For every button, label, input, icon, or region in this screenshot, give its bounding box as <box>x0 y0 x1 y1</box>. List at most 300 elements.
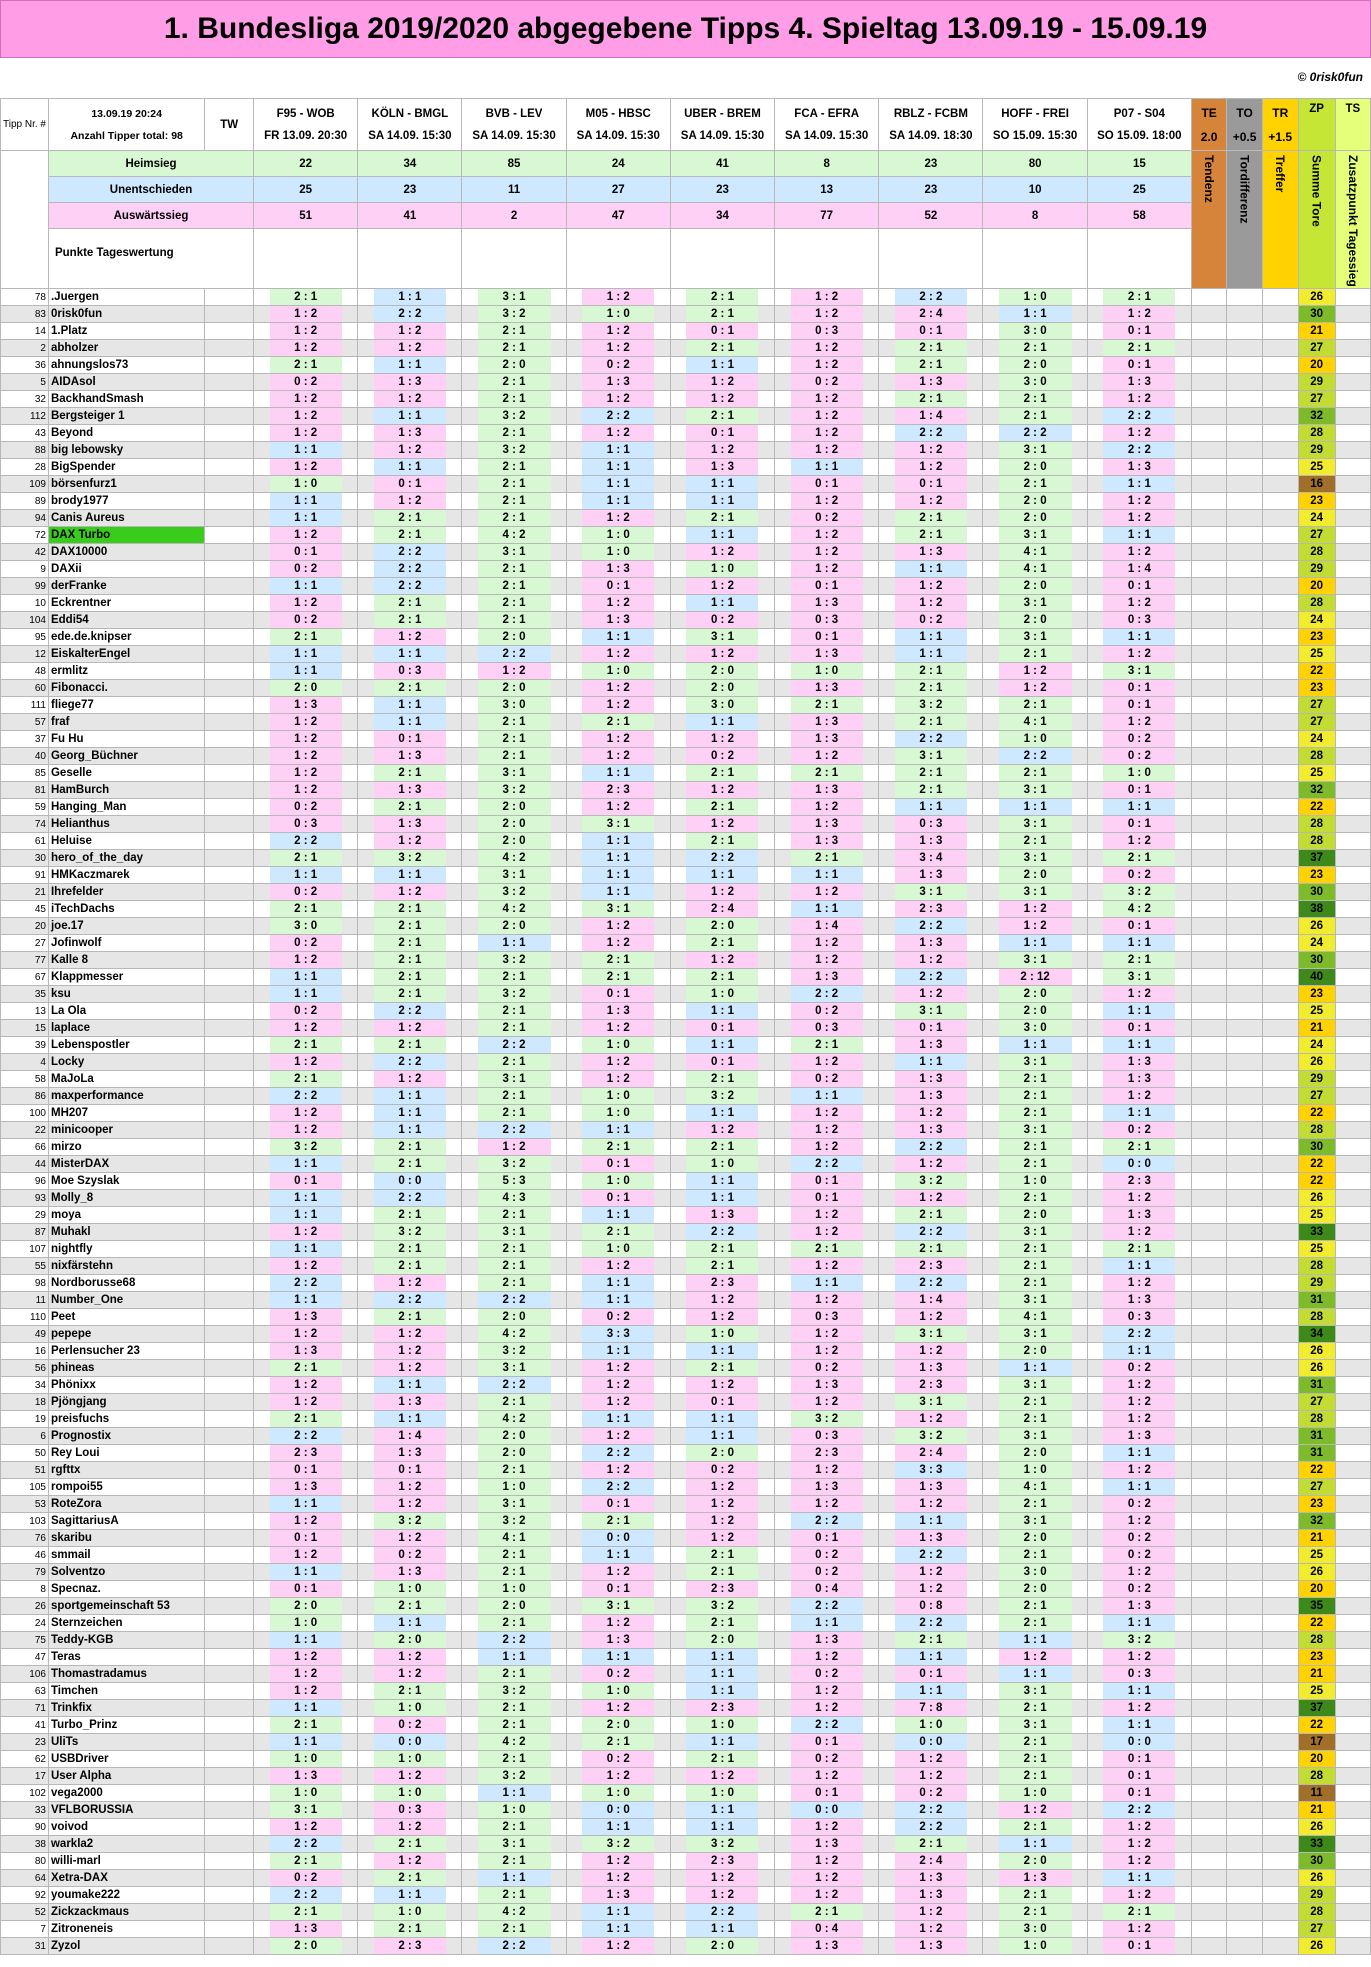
tipp-cell: 2 : 0 <box>254 1938 358 1955</box>
zp-cell: 27 <box>1298 697 1335 714</box>
table-row <box>1 884 1371 901</box>
tipp-cell: 1 : 2 <box>775 1207 879 1224</box>
tipp-cell: 2 : 1 <box>670 1547 774 1564</box>
summary-value: 27 <box>566 177 670 203</box>
tipper-name: Trinkfix <box>48 1700 204 1717</box>
tipp-nr: 10 <box>1 595 49 612</box>
to-cell <box>1227 629 1263 646</box>
tipp-cell: 1 : 2 <box>879 1343 983 1360</box>
ts-cell <box>1335 748 1370 765</box>
tipp-cell: 2 : 2 <box>879 969 983 986</box>
tipp-cell: 1 : 2 <box>1087 425 1191 442</box>
tipp-cell: 3 : 1 <box>983 1717 1087 1734</box>
tw-cell <box>205 1751 254 1768</box>
tipper-name: 1.Platz <box>48 323 204 340</box>
tipp-cell: 1 : 2 <box>566 1700 670 1717</box>
tipp-cell: 1 : 1 <box>879 799 983 816</box>
tipp-cell: 2 : 1 <box>358 1037 462 1054</box>
tipp-cell: 3 : 2 <box>670 1088 774 1105</box>
tipp-cell: 3 : 1 <box>879 1003 983 1020</box>
tipp-cell: 2 : 1 <box>462 1564 566 1581</box>
tipp-cell: 1 : 0 <box>358 1581 462 1598</box>
tipp-cell: 0 : 2 <box>254 799 358 816</box>
tipp-cell: 1 : 2 <box>1087 1275 1191 1292</box>
tr-cell <box>1262 782 1298 799</box>
tipp-cell: 0 : 2 <box>1087 1122 1191 1139</box>
tipp-nr: 109 <box>1 476 49 493</box>
tipp-cell: 2 : 1 <box>983 697 1087 714</box>
to-vertical-label <box>1227 151 1263 289</box>
tipp-cell: 4 : 2 <box>462 527 566 544</box>
tipp-cell: 2 : 2 <box>879 425 983 442</box>
tipp-cell: 2 : 1 <box>462 1020 566 1037</box>
tipp-cell: 3 : 1 <box>566 1598 670 1615</box>
tipper-name: HamBurch <box>48 782 204 799</box>
tipp-cell: 0 : 0 <box>775 1802 879 1819</box>
tipp-nr: 12 <box>1 646 49 663</box>
tipp-cell: 1 : 2 <box>358 1819 462 1836</box>
zp-cell: 28 <box>1298 1411 1335 1428</box>
tipp-cell: 1 : 2 <box>358 1326 462 1343</box>
tipper-name: Ihrefelder <box>48 884 204 901</box>
tipp-cell: 2 : 1 <box>670 1071 774 1088</box>
tipp-cell: 1 : 1 <box>879 1649 983 1666</box>
summary-value: 15 <box>1087 151 1191 177</box>
to-cell <box>1227 1802 1263 1819</box>
tipp-cell: 0 : 2 <box>775 1360 879 1377</box>
zp-cell: 21 <box>1298 323 1335 340</box>
table-row <box>1 663 1371 680</box>
table-row <box>1 323 1371 340</box>
table-row <box>1 680 1371 697</box>
tr-cell <box>1262 1377 1298 1394</box>
tipp-nr: 64 <box>1 1870 49 1887</box>
tw-header: TW <box>205 99 254 151</box>
tipp-cell: 1 : 1 <box>358 1105 462 1122</box>
tipp-cell: 1 : 1 <box>566 1343 670 1360</box>
tipp-cell: 2 : 1 <box>358 1258 462 1275</box>
te-cell <box>1191 1785 1226 1802</box>
table-row <box>1 1802 1371 1819</box>
tipp-cell: 2 : 1 <box>670 1360 774 1377</box>
tipp-cell: 2 : 2 <box>670 1904 774 1921</box>
to-cell <box>1227 901 1263 918</box>
tipp-cell: 1 : 2 <box>670 731 774 748</box>
tipp-cell: 1 : 1 <box>1087 1615 1191 1632</box>
to-cell <box>1227 952 1263 969</box>
to-cell <box>1227 1139 1263 1156</box>
tw-cell <box>205 1275 254 1292</box>
tipp-cell: 2 : 2 <box>1087 442 1191 459</box>
tw-cell <box>205 884 254 901</box>
tipp-cell: 3 : 1 <box>879 1394 983 1411</box>
tipp-cell: 4 : 2 <box>462 901 566 918</box>
tr-cell <box>1262 459 1298 476</box>
tipp-cell: 1 : 2 <box>775 357 879 374</box>
to-cell <box>1227 595 1263 612</box>
table-row <box>1 1360 1371 1377</box>
tipp-cell: 1 : 2 <box>879 1190 983 1207</box>
tipp-cell: 0 : 1 <box>775 1530 879 1547</box>
tipp-cell: 2 : 0 <box>254 680 358 697</box>
to-cell <box>1227 1088 1263 1105</box>
tipper-name: Georg_Büchner <box>48 748 204 765</box>
tipp-cell: 2 : 1 <box>254 1853 358 1870</box>
tipp-cell: 2 : 0 <box>462 629 566 646</box>
tw-cell <box>205 765 254 782</box>
tipp-cell: 1 : 4 <box>879 1292 983 1309</box>
ts-cell <box>1335 1632 1370 1649</box>
te-cell <box>1191 969 1226 986</box>
tipp-cell: 2 : 1 <box>462 1853 566 1870</box>
to-cell <box>1227 1751 1263 1768</box>
tipp-cell: 1 : 1 <box>254 442 358 459</box>
tipp-cell: 2 : 1 <box>983 476 1087 493</box>
tipp-nr: 48 <box>1 663 49 680</box>
te-cell <box>1191 1105 1226 1122</box>
tipp-cell: 1 : 1 <box>254 663 358 680</box>
te-cell <box>1191 867 1226 884</box>
table-row <box>1 867 1371 884</box>
tipp-cell: 1 : 2 <box>566 1870 670 1887</box>
tipp-nr: 103 <box>1 1513 49 1530</box>
tipp-cell: 0 : 2 <box>1087 748 1191 765</box>
tw-cell <box>205 1343 254 1360</box>
tipp-cell: 1 : 2 <box>254 714 358 731</box>
tipp-cell: 3 : 1 <box>983 1683 1087 1700</box>
te-cell <box>1191 765 1226 782</box>
tipp-cell: 1 : 2 <box>879 986 983 1003</box>
tipp-cell: 1 : 1 <box>358 357 462 374</box>
tipp-cell: 4 : 2 <box>462 1734 566 1751</box>
tipp-cell: 1 : 1 <box>670 1649 774 1666</box>
ts-cell <box>1335 1122 1370 1139</box>
ts-cell <box>1335 1258 1370 1275</box>
zp-cell: 29 <box>1298 1071 1335 1088</box>
tipper-name: Zickzackmaus <box>48 1904 204 1921</box>
tipp-cell: 2 : 0 <box>983 1445 1087 1462</box>
tipp-cell: 0 : 2 <box>1087 1360 1191 1377</box>
tipp-cell: 1 : 3 <box>1087 374 1191 391</box>
tipp-cell: 3 : 1 <box>983 850 1087 867</box>
tipp-cell: 1 : 2 <box>358 1479 462 1496</box>
tr-cell <box>1262 1785 1298 1802</box>
ts-cell <box>1335 1547 1370 1564</box>
tr-cell <box>1262 918 1298 935</box>
tipp-cell: 0 : 0 <box>566 1802 670 1819</box>
tipp-cell: 1 : 1 <box>358 646 462 663</box>
tipper-name: UliTs <box>48 1734 204 1751</box>
tipp-nr: 51 <box>1 1462 49 1479</box>
table-row <box>1 799 1371 816</box>
tipp-cell: 1 : 3 <box>879 1479 983 1496</box>
tipp-nr: 33 <box>1 1802 49 1819</box>
tipp-nr: 44 <box>1 1156 49 1173</box>
tipp-nr: 83 <box>1 306 49 323</box>
tipp-cell: 3 : 2 <box>879 1428 983 1445</box>
tipp-cell: 2 : 1 <box>462 425 566 442</box>
te-cell <box>1191 1258 1226 1275</box>
tipp-cell: 2 : 1 <box>462 578 566 595</box>
zp-cell: 24 <box>1298 731 1335 748</box>
tipp-cell: 2 : 1 <box>775 1241 879 1258</box>
te-cell <box>1191 1037 1226 1054</box>
te-cell <box>1191 884 1226 901</box>
tipp-cell: 1 : 2 <box>775 1462 879 1479</box>
to-cell <box>1227 476 1263 493</box>
tipper-name: brody1977 <box>48 493 204 510</box>
points-label: Punkte Tageswertung <box>48 229 253 289</box>
zp-cell: 38 <box>1298 901 1335 918</box>
to-cell <box>1227 357 1263 374</box>
tipp-cell: 2 : 2 <box>775 1717 879 1734</box>
tipp-cell: 1 : 2 <box>358 1071 462 1088</box>
tipp-cell: 1 : 2 <box>1087 1853 1191 1870</box>
tipp-cell: 0 : 2 <box>1087 867 1191 884</box>
tipp-cell: 1 : 1 <box>1087 935 1191 952</box>
tipper-name: HMKaczmarek <box>48 867 204 884</box>
tw-cell <box>205 1020 254 1037</box>
tipp-cell: 1 : 2 <box>566 1853 670 1870</box>
te-cell <box>1191 1173 1226 1190</box>
tipp-cell: 1 : 2 <box>254 1122 358 1139</box>
tipp-cell: 2 : 2 <box>254 1088 358 1105</box>
tipp-cell: 0 : 0 <box>566 1530 670 1547</box>
ts-cell <box>1335 476 1370 493</box>
tipp-nr: 17 <box>1 1768 49 1785</box>
te-cell <box>1191 1734 1226 1751</box>
tipp-cell: 1 : 2 <box>775 1496 879 1513</box>
table-row <box>1 289 1371 306</box>
tipp-cell: 1 : 1 <box>566 867 670 884</box>
tipp-cell: 2 : 1 <box>670 799 774 816</box>
tipp-cell: 2 : 1 <box>775 1904 879 1921</box>
te-vertical-label <box>1191 151 1226 289</box>
tipp-nr: 100 <box>1 1105 49 1122</box>
tipp-cell: 3 : 2 <box>566 1836 670 1853</box>
tipper-name: .Juergen <box>48 289 204 306</box>
tipper-name: ksu <box>48 986 204 1003</box>
tw-cell <box>205 1088 254 1105</box>
tipper-name: mirzo <box>48 1139 204 1156</box>
te-cell <box>1191 1020 1226 1037</box>
tipp-cell: 2 : 1 <box>462 1207 566 1224</box>
to-cell <box>1227 1360 1263 1377</box>
tw-cell <box>205 850 254 867</box>
tipp-cell: 1 : 2 <box>254 1513 358 1530</box>
tw-cell <box>205 1462 254 1479</box>
tw-cell <box>205 561 254 578</box>
tipp-cell: 2 : 2 <box>254 1836 358 1853</box>
tipp-cell: 0 : 1 <box>1087 697 1191 714</box>
tipp-cell: 2 : 2 <box>462 646 566 663</box>
tipp-cell: 0 : 2 <box>670 1462 774 1479</box>
zp-cell: 22 <box>1298 1105 1335 1122</box>
tw-cell <box>205 510 254 527</box>
tipp-cell: 3 : 1 <box>983 782 1087 799</box>
tipp-cell: 2 : 1 <box>358 1309 462 1326</box>
tipp-cell: 1 : 0 <box>254 1615 358 1632</box>
tipp-cell: 2 : 1 <box>358 1683 462 1700</box>
tipp-cell: 1 : 2 <box>254 323 358 340</box>
table-row <box>1 1241 1371 1258</box>
tipp-cell: 3 : 4 <box>879 850 983 867</box>
to-cell <box>1227 697 1263 714</box>
tipp-cell: 1 : 2 <box>254 1666 358 1683</box>
tipper-name: ede.de.knipser <box>48 629 204 646</box>
tipp-cell: 3 : 0 <box>670 697 774 714</box>
tipp-cell: 1 : 1 <box>670 527 774 544</box>
tipper-name: MH207 <box>48 1105 204 1122</box>
tipp-cell: 1 : 2 <box>670 646 774 663</box>
summary-value: 23 <box>879 177 983 203</box>
tipp-cell: 2 : 1 <box>254 1071 358 1088</box>
te-cell <box>1191 799 1226 816</box>
te-cell <box>1191 510 1226 527</box>
tipp-nr: 27 <box>1 935 49 952</box>
tipp-cell: 2 : 1 <box>462 459 566 476</box>
tipp-cell: 2 : 1 <box>1087 340 1191 357</box>
tipp-cell: 1 : 1 <box>775 867 879 884</box>
tipp-cell: 2 : 3 <box>879 901 983 918</box>
te-cell <box>1191 731 1226 748</box>
to-cell <box>1227 1377 1263 1394</box>
tipp-nr: 63 <box>1 1683 49 1700</box>
tipp-cell: 2 : 2 <box>462 1292 566 1309</box>
tipp-cell: 1 : 0 <box>566 306 670 323</box>
tipper-name: hero_of_the_day <box>48 850 204 867</box>
zp-cell: 22 <box>1298 799 1335 816</box>
tipp-cell: 2 : 1 <box>358 1836 462 1853</box>
tipp-cell: 2 : 0 <box>462 816 566 833</box>
tipp-cell: 2 : 1 <box>670 935 774 952</box>
tipp-cell: 1 : 2 <box>254 1394 358 1411</box>
tipp-cell: 2 : 1 <box>462 1241 566 1258</box>
tipp-cell: 2 : 0 <box>983 357 1087 374</box>
zp-cell: 24 <box>1298 510 1335 527</box>
tipper-name: nixfärstehn <box>48 1258 204 1275</box>
tr-cell <box>1262 1054 1298 1071</box>
match-header-4 <box>670 99 774 151</box>
tw-cell <box>205 340 254 357</box>
tipp-cell: 1 : 0 <box>358 1785 462 1802</box>
tw-cell <box>205 1870 254 1887</box>
tipp-cell: 1 : 2 <box>879 459 983 476</box>
tipp-cell: 2 : 1 <box>462 612 566 629</box>
ts-cell <box>1335 1683 1370 1700</box>
tipp-cell: 2 : 1 <box>879 510 983 527</box>
tipp-cell: 1 : 2 <box>254 1258 358 1275</box>
tr-cell <box>1262 1003 1298 1020</box>
ts-cell <box>1335 578 1370 595</box>
te-cell <box>1191 1088 1226 1105</box>
tipper-name: Pjöngjang <box>48 1394 204 1411</box>
zp-cell: 26 <box>1298 1938 1335 1955</box>
zp-cell: 17 <box>1298 1734 1335 1751</box>
tipp-cell: 2 : 3 <box>670 1700 774 1717</box>
tr-cell <box>1262 1564 1298 1581</box>
tipp-cell: 1 : 2 <box>1087 595 1191 612</box>
tipp-cell: 2 : 1 <box>670 833 774 850</box>
tipp-cell: 2 : 2 <box>775 1598 879 1615</box>
tipp-cell: 0 : 2 <box>775 1751 879 1768</box>
tipper-name: Peet <box>48 1309 204 1326</box>
tipp-cell: 1 : 3 <box>879 935 983 952</box>
to-cell <box>1227 663 1263 680</box>
ts-cell <box>1335 1598 1370 1615</box>
tipp-cell: 3 : 2 <box>358 850 462 867</box>
tipp-cell: 1 : 2 <box>670 1309 774 1326</box>
tipp-cell: 3 : 2 <box>462 952 566 969</box>
table-row <box>1 697 1371 714</box>
table-row <box>1 1071 1371 1088</box>
table-row <box>1 1326 1371 1343</box>
tipp-cell: 1 : 2 <box>775 425 879 442</box>
tipp-cell: 0 : 1 <box>879 323 983 340</box>
te-cell <box>1191 986 1226 1003</box>
to-cell <box>1227 612 1263 629</box>
tipp-cell: 1 : 2 <box>879 1904 983 1921</box>
tipp-nr: 71 <box>1 1700 49 1717</box>
tipp-cell: 1 : 2 <box>775 442 879 459</box>
tipp-nr: 94 <box>1 510 49 527</box>
tr-cell <box>1262 510 1298 527</box>
zp-cell: 26 <box>1298 1343 1335 1360</box>
tipp-cell: 1 : 2 <box>670 1292 774 1309</box>
to-cell <box>1227 459 1263 476</box>
ts-cell <box>1335 782 1370 799</box>
tipp-cell: 0 : 1 <box>358 476 462 493</box>
tipp-cell: 1 : 2 <box>879 595 983 612</box>
tipp-nr: 49 <box>1 1326 49 1343</box>
tipp-cell: 2 : 1 <box>254 357 358 374</box>
tipper-name: laplace <box>48 1020 204 1037</box>
tipp-cell: 1 : 0 <box>566 527 670 544</box>
tr-cell <box>1262 1802 1298 1819</box>
tr-cell <box>1262 833 1298 850</box>
tipp-cell: 3 : 1 <box>462 1224 566 1241</box>
zp-cell: 29 <box>1298 1275 1335 1292</box>
tw-cell <box>205 1513 254 1530</box>
tipp-cell: 1 : 3 <box>670 459 774 476</box>
tipp-cell: 1 : 3 <box>358 1564 462 1581</box>
tipp-cell: 2 : 2 <box>879 1547 983 1564</box>
ts-cell <box>1335 459 1370 476</box>
tr-cell <box>1262 1173 1298 1190</box>
tipp-cell: 4 : 2 <box>462 1326 566 1343</box>
table-row <box>1 1700 1371 1717</box>
tipp-cell: 1 : 2 <box>254 391 358 408</box>
tipp-cell: 1 : 2 <box>879 1581 983 1598</box>
tipp-cell: 2 : 0 <box>358 1632 462 1649</box>
zp-cell: 16 <box>1298 476 1335 493</box>
tr-cell <box>1262 731 1298 748</box>
tw-cell <box>205 1037 254 1054</box>
tipp-cell: 1 : 2 <box>1087 1921 1191 1938</box>
te-cell <box>1191 1071 1226 1088</box>
to-cell <box>1227 918 1263 935</box>
tipp-cell: 1 : 1 <box>983 935 1087 952</box>
match-header-5 <box>775 99 879 151</box>
tipper-name: phineas <box>48 1360 204 1377</box>
tipp-cell: 1 : 1 <box>254 578 358 595</box>
tipper-name: Fu Hu <box>48 731 204 748</box>
tipp-cell: 1 : 1 <box>879 561 983 578</box>
tipp-cell: 0 : 2 <box>1087 731 1191 748</box>
tw-cell <box>205 816 254 833</box>
tipper-name: RoteZora <box>48 1496 204 1513</box>
tipp-cell: 2 : 2 <box>462 1632 566 1649</box>
